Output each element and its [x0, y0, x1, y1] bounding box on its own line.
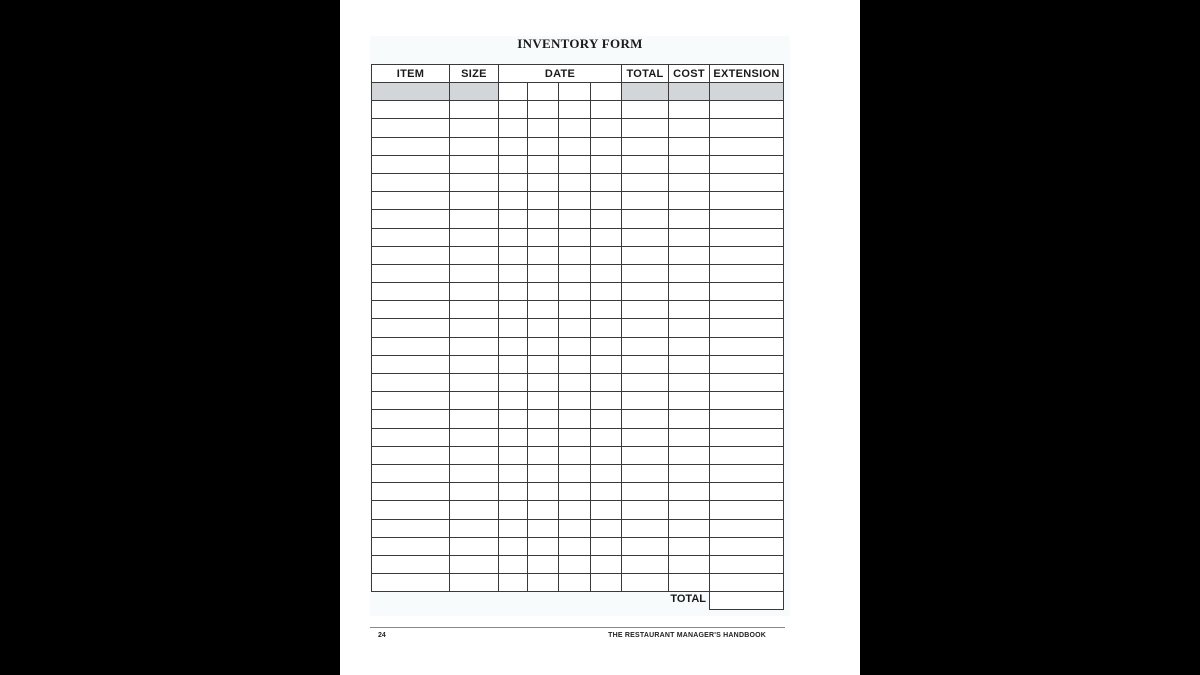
table-row: [372, 301, 784, 319]
page-number: 24: [378, 632, 386, 639]
table-row: [372, 537, 784, 555]
item-cell[interactable]: [372, 210, 450, 228]
date-cell[interactable]: [559, 173, 591, 191]
cost-cell[interactable]: [669, 374, 710, 392]
date-cell[interactable]: [559, 519, 591, 537]
table-row: [372, 374, 784, 392]
column-header-size: SIZE: [450, 65, 499, 83]
column-header-total: TOTAL: [622, 65, 669, 83]
cost-cell[interactable]: [669, 537, 710, 555]
cost-cell[interactable]: [669, 355, 710, 373]
table-row: [372, 337, 784, 355]
extension-cell[interactable]: [710, 301, 784, 319]
size-cell[interactable]: [450, 519, 499, 537]
item-cell[interactable]: [372, 483, 450, 501]
date-cell[interactable]: [528, 464, 559, 482]
date-cell[interactable]: [528, 392, 559, 410]
date-cell[interactable]: [559, 428, 591, 446]
date-cell[interactable]: [499, 228, 528, 246]
size-cell[interactable]: [450, 374, 499, 392]
date-cell[interactable]: [528, 301, 559, 319]
size-cell[interactable]: [450, 83, 499, 101]
date-cell[interactable]: [591, 501, 622, 519]
item-cell[interactable]: [372, 246, 450, 264]
size-cell[interactable]: [450, 246, 499, 264]
cost-cell[interactable]: [669, 155, 710, 173]
size-cell[interactable]: [450, 337, 499, 355]
table-row: [372, 173, 784, 191]
extension-cell[interactable]: [710, 537, 784, 555]
date-cell[interactable]: [559, 119, 591, 137]
cost-cell[interactable]: [669, 119, 710, 137]
date-cell[interactable]: [559, 337, 591, 355]
item-cell[interactable]: [372, 192, 450, 210]
size-cell[interactable]: [450, 264, 499, 282]
date-cell[interactable]: [591, 173, 622, 191]
extension-cell[interactable]: [710, 119, 784, 137]
total-cell[interactable]: [622, 574, 669, 592]
item-cell[interactable]: [372, 337, 450, 355]
date-cell[interactable]: [499, 119, 528, 137]
item-cell[interactable]: [372, 228, 450, 246]
date-cell[interactable]: [559, 210, 591, 228]
table-row: [372, 228, 784, 246]
total-cell[interactable]: [622, 537, 669, 555]
column-header-item: ITEM: [372, 65, 450, 83]
size-cell[interactable]: [450, 501, 499, 519]
table-row: [372, 264, 784, 282]
date-cell[interactable]: [499, 410, 528, 428]
table-row: [372, 446, 784, 464]
date-cell[interactable]: [499, 446, 528, 464]
cost-cell[interactable]: [669, 501, 710, 519]
date-cell[interactable]: [591, 374, 622, 392]
date-cell[interactable]: [591, 192, 622, 210]
extension-cell[interactable]: [710, 192, 784, 210]
date-cell[interactable]: [499, 519, 528, 537]
date-cell[interactable]: [528, 374, 559, 392]
cost-cell[interactable]: [669, 301, 710, 319]
table-row: [372, 137, 784, 155]
item-cell[interactable]: [372, 83, 450, 101]
total-cell[interactable]: [622, 83, 669, 101]
document-page: [340, 0, 860, 675]
date-cell[interactable]: [591, 574, 622, 592]
cost-cell[interactable]: [669, 319, 710, 337]
size-cell[interactable]: [450, 555, 499, 573]
total-cell[interactable]: [622, 501, 669, 519]
date-cell[interactable]: [591, 155, 622, 173]
item-cell[interactable]: [372, 555, 450, 573]
date-cell[interactable]: [499, 83, 528, 101]
grand-total-label: TOTAL: [670, 593, 706, 605]
date-cell[interactable]: [499, 246, 528, 264]
size-cell[interactable]: [450, 228, 499, 246]
cost-cell[interactable]: [669, 574, 710, 592]
extension-cell[interactable]: [710, 464, 784, 482]
table-row: [372, 246, 784, 264]
size-cell[interactable]: [450, 464, 499, 482]
date-cell[interactable]: [591, 428, 622, 446]
item-cell[interactable]: [372, 283, 450, 301]
table-row: [372, 101, 784, 119]
date-cell[interactable]: [499, 264, 528, 282]
date-cell[interactable]: [591, 355, 622, 373]
date-cell[interactable]: [499, 555, 528, 573]
date-cell[interactable]: [528, 537, 559, 555]
cost-cell[interactable]: [669, 283, 710, 301]
extension-cell[interactable]: [710, 392, 784, 410]
total-cell[interactable]: [622, 355, 669, 373]
total-cell[interactable]: [622, 374, 669, 392]
date-cell[interactable]: [528, 210, 559, 228]
date-cell[interactable]: [499, 428, 528, 446]
date-cell[interactable]: [499, 483, 528, 501]
size-cell[interactable]: [450, 574, 499, 592]
item-cell[interactable]: [372, 410, 450, 428]
total-cell[interactable]: [622, 264, 669, 282]
cost-cell[interactable]: [669, 483, 710, 501]
date-cell[interactable]: [559, 137, 591, 155]
total-cell[interactable]: [622, 428, 669, 446]
date-cell[interactable]: [591, 319, 622, 337]
size-cell[interactable]: [450, 192, 499, 210]
cost-cell[interactable]: [669, 446, 710, 464]
extension-cell[interactable]: [710, 101, 784, 119]
date-cell[interactable]: [528, 319, 559, 337]
item-cell[interactable]: [372, 374, 450, 392]
date-cell[interactable]: [528, 574, 559, 592]
item-cell[interactable]: [372, 301, 450, 319]
date-cell[interactable]: [528, 83, 559, 101]
date-cell[interactable]: [499, 173, 528, 191]
item-cell[interactable]: [372, 537, 450, 555]
extension-cell[interactable]: [710, 137, 784, 155]
extension-cell[interactable]: [710, 410, 784, 428]
extension-cell[interactable]: [710, 246, 784, 264]
total-cell[interactable]: [622, 192, 669, 210]
total-cell[interactable]: [622, 464, 669, 482]
table-row: [372, 555, 784, 573]
total-cell[interactable]: [622, 555, 669, 573]
table-row: [372, 119, 784, 137]
date-cell[interactable]: [591, 101, 622, 119]
date-cell[interactable]: [559, 501, 591, 519]
extension-cell[interactable]: [710, 173, 784, 191]
date-cell[interactable]: [591, 519, 622, 537]
total-cell[interactable]: [622, 483, 669, 501]
date-cell[interactable]: [559, 464, 591, 482]
date-cell[interactable]: [559, 192, 591, 210]
item-cell[interactable]: [372, 101, 450, 119]
date-cell[interactable]: [528, 173, 559, 191]
inventory-table: [371, 64, 784, 592]
item-cell[interactable]: [372, 137, 450, 155]
date-cell[interactable]: [591, 392, 622, 410]
date-cell[interactable]: [559, 410, 591, 428]
date-cell[interactable]: [591, 537, 622, 555]
date-cell[interactable]: [528, 155, 559, 173]
date-cell[interactable]: [591, 210, 622, 228]
cost-cell[interactable]: [669, 83, 710, 101]
size-cell[interactable]: [450, 283, 499, 301]
cost-cell[interactable]: [669, 555, 710, 573]
total-cell[interactable]: [622, 137, 669, 155]
date-cell[interactable]: [559, 555, 591, 573]
size-cell[interactable]: [450, 101, 499, 119]
total-cell[interactable]: [622, 392, 669, 410]
date-cell[interactable]: [591, 464, 622, 482]
inventory-form: [370, 36, 790, 616]
date-cell[interactable]: [499, 283, 528, 301]
cost-cell[interactable]: [669, 428, 710, 446]
date-cell[interactable]: [499, 537, 528, 555]
date-cell[interactable]: [499, 301, 528, 319]
size-cell[interactable]: [450, 410, 499, 428]
date-cell[interactable]: [528, 192, 559, 210]
total-cell[interactable]: [622, 337, 669, 355]
extension-cell[interactable]: [710, 501, 784, 519]
cost-cell[interactable]: [669, 337, 710, 355]
total-cell[interactable]: [622, 519, 669, 537]
date-cell[interactable]: [559, 155, 591, 173]
total-cell[interactable]: [622, 301, 669, 319]
date-cell[interactable]: [559, 246, 591, 264]
total-cell[interactable]: [622, 446, 669, 464]
table-header-row: [372, 65, 784, 83]
item-cell[interactable]: [372, 464, 450, 482]
item-cell[interactable]: [372, 264, 450, 282]
date-cell[interactable]: [591, 246, 622, 264]
table-row: [372, 283, 784, 301]
date-cell[interactable]: [559, 101, 591, 119]
extension-cell[interactable]: [710, 155, 784, 173]
date-cell[interactable]: [499, 137, 528, 155]
extension-cell[interactable]: [710, 519, 784, 537]
footer-divider: [370, 627, 785, 628]
extension-cell[interactable]: [710, 319, 784, 337]
date-cell[interactable]: [499, 101, 528, 119]
cost-cell[interactable]: [669, 173, 710, 191]
date-cell[interactable]: [591, 137, 622, 155]
total-cell[interactable]: [622, 155, 669, 173]
item-cell[interactable]: [372, 155, 450, 173]
date-cell[interactable]: [559, 301, 591, 319]
table-row: [372, 464, 784, 482]
extension-cell[interactable]: [710, 446, 784, 464]
item-cell[interactable]: [372, 173, 450, 191]
extension-cell[interactable]: [710, 574, 784, 592]
cost-cell[interactable]: [669, 392, 710, 410]
total-cell[interactable]: [622, 101, 669, 119]
cost-cell[interactable]: [669, 137, 710, 155]
date-cell[interactable]: [559, 574, 591, 592]
extension-cell[interactable]: [710, 264, 784, 282]
extension-cell[interactable]: [710, 337, 784, 355]
date-cell[interactable]: [591, 83, 622, 101]
date-cell[interactable]: [528, 228, 559, 246]
table-row: [372, 155, 784, 173]
total-cell[interactable]: [622, 410, 669, 428]
date-cell[interactable]: [528, 337, 559, 355]
size-cell[interactable]: [450, 119, 499, 137]
size-cell[interactable]: [450, 210, 499, 228]
extension-cell[interactable]: [710, 355, 784, 373]
table-row: [372, 392, 784, 410]
extension-cell[interactable]: [710, 228, 784, 246]
item-cell[interactable]: [372, 501, 450, 519]
size-cell[interactable]: [450, 319, 499, 337]
extension-cell[interactable]: [710, 374, 784, 392]
date-cell[interactable]: [591, 228, 622, 246]
date-cell[interactable]: [559, 228, 591, 246]
item-cell[interactable]: [372, 319, 450, 337]
extension-cell[interactable]: [710, 83, 784, 101]
table-body: [372, 83, 784, 592]
table-row: [372, 501, 784, 519]
cost-cell[interactable]: [669, 246, 710, 264]
size-cell[interactable]: [450, 483, 499, 501]
date-cell[interactable]: [528, 483, 559, 501]
date-cell[interactable]: [528, 246, 559, 264]
item-cell[interactable]: [372, 392, 450, 410]
book-title: THE RESTAURANT MANAGER'S HANDBOOK: [608, 632, 766, 639]
cost-cell[interactable]: [669, 228, 710, 246]
item-cell[interactable]: [372, 446, 450, 464]
date-cell[interactable]: [528, 410, 559, 428]
table-row: [372, 519, 784, 537]
shaded-row: [372, 83, 784, 101]
date-cell[interactable]: [528, 428, 559, 446]
date-cell[interactable]: [499, 192, 528, 210]
size-cell[interactable]: [450, 392, 499, 410]
size-cell[interactable]: [450, 428, 499, 446]
date-cell[interactable]: [559, 392, 591, 410]
total-cell[interactable]: [622, 228, 669, 246]
size-cell[interactable]: [450, 355, 499, 373]
date-cell[interactable]: [499, 337, 528, 355]
date-cell[interactable]: [559, 374, 591, 392]
date-cell[interactable]: [591, 555, 622, 573]
item-cell[interactable]: [372, 355, 450, 373]
size-cell[interactable]: [450, 446, 499, 464]
table-row: [372, 319, 784, 337]
table-row: [372, 355, 784, 373]
cost-cell[interactable]: [669, 519, 710, 537]
table-row: [372, 410, 784, 428]
total-cell[interactable]: [622, 119, 669, 137]
date-cell[interactable]: [591, 337, 622, 355]
date-cell[interactable]: [528, 355, 559, 373]
date-cell[interactable]: [559, 319, 591, 337]
date-cell[interactable]: [528, 101, 559, 119]
date-cell[interactable]: [591, 483, 622, 501]
date-cell[interactable]: [499, 355, 528, 373]
date-cell[interactable]: [591, 283, 622, 301]
total-cell[interactable]: [622, 283, 669, 301]
form-title: INVENTORY FORM: [517, 36, 643, 51]
date-cell[interactable]: [528, 119, 559, 137]
size-cell[interactable]: [450, 155, 499, 173]
date-cell[interactable]: [528, 519, 559, 537]
grand-total-field[interactable]: [709, 591, 784, 610]
date-cell[interactable]: [499, 392, 528, 410]
extension-cell[interactable]: [710, 483, 784, 501]
date-cell[interactable]: [591, 264, 622, 282]
extension-cell[interactable]: [710, 283, 784, 301]
date-cell[interactable]: [499, 501, 528, 519]
date-cell[interactable]: [528, 501, 559, 519]
item-cell[interactable]: [372, 428, 450, 446]
cost-cell[interactable]: [669, 410, 710, 428]
date-cell[interactable]: [591, 410, 622, 428]
size-cell[interactable]: [450, 537, 499, 555]
date-cell[interactable]: [591, 446, 622, 464]
total-cell[interactable]: [622, 246, 669, 264]
date-cell[interactable]: [528, 137, 559, 155]
date-cell[interactable]: [528, 446, 559, 464]
table-row: [372, 192, 784, 210]
date-cell[interactable]: [499, 210, 528, 228]
item-cell[interactable]: [372, 574, 450, 592]
cost-cell[interactable]: [669, 210, 710, 228]
total-cell[interactable]: [622, 173, 669, 191]
date-cell[interactable]: [499, 574, 528, 592]
total-cell[interactable]: [622, 210, 669, 228]
date-cell[interactable]: [591, 119, 622, 137]
total-cell[interactable]: [622, 319, 669, 337]
size-cell[interactable]: [450, 137, 499, 155]
date-cell[interactable]: [499, 374, 528, 392]
date-cell[interactable]: [559, 83, 591, 101]
extension-cell[interactable]: [710, 210, 784, 228]
date-cell[interactable]: [499, 464, 528, 482]
date-cell[interactable]: [591, 301, 622, 319]
date-cell[interactable]: [559, 264, 591, 282]
cost-cell[interactable]: [669, 192, 710, 210]
item-cell[interactable]: [372, 519, 450, 537]
date-cell[interactable]: [559, 483, 591, 501]
date-cell[interactable]: [559, 355, 591, 373]
table-row: [372, 210, 784, 228]
size-cell[interactable]: [450, 301, 499, 319]
cost-cell[interactable]: [669, 264, 710, 282]
extension-cell[interactable]: [710, 428, 784, 446]
extension-cell[interactable]: [710, 555, 784, 573]
cost-cell[interactable]: [669, 101, 710, 119]
date-cell[interactable]: [528, 264, 559, 282]
table-row: [372, 428, 784, 446]
date-cell[interactable]: [528, 283, 559, 301]
column-header-date: DATE: [499, 65, 622, 83]
date-cell[interactable]: [559, 537, 591, 555]
date-cell[interactable]: [499, 319, 528, 337]
table-row: [372, 483, 784, 501]
cost-cell[interactable]: [669, 464, 710, 482]
date-cell[interactable]: [499, 155, 528, 173]
column-header-cost: COST: [669, 65, 710, 83]
size-cell[interactable]: [450, 173, 499, 191]
item-cell[interactable]: [372, 119, 450, 137]
table-row: [372, 574, 784, 592]
date-cell[interactable]: [528, 555, 559, 573]
date-cell[interactable]: [559, 446, 591, 464]
date-cell[interactable]: [559, 283, 591, 301]
column-header-extension: EXTENSION: [710, 65, 784, 83]
